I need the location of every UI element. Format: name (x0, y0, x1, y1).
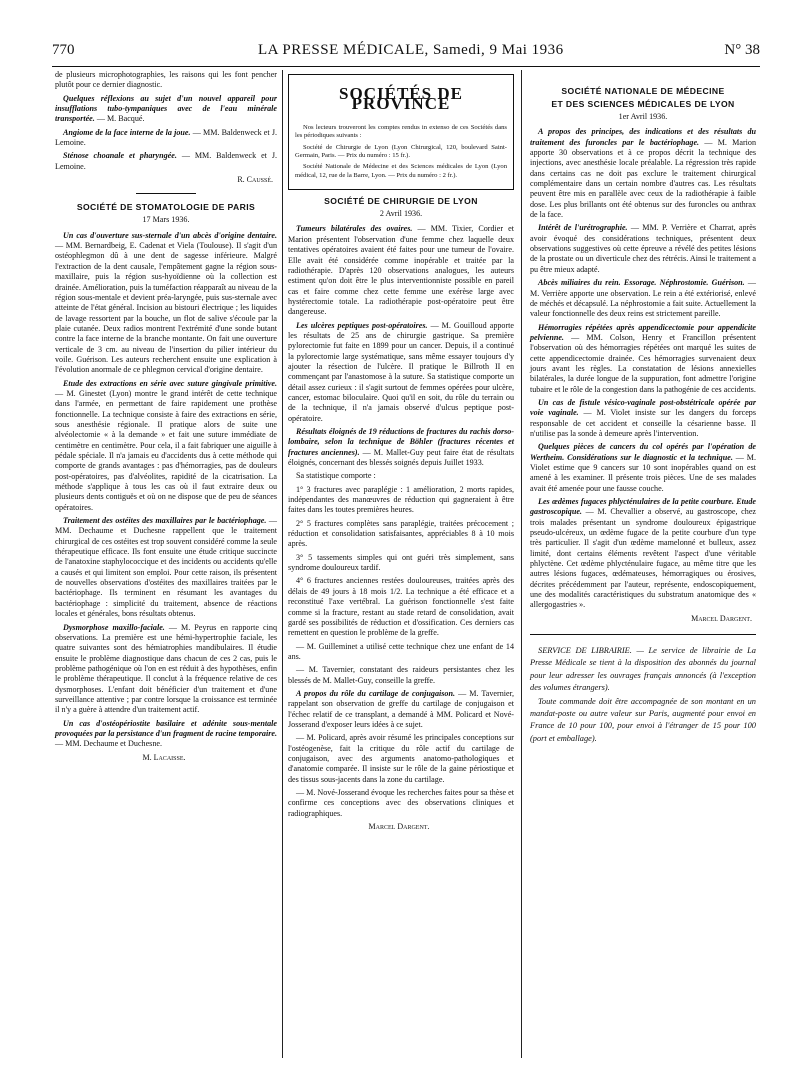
article-body: — M. Gouilloud apporte les résultats de 25 ans de chirurgie gastrique. Sa première pylorectomie fut faite en 1899 pour un cancer. Depuis, il a continué la pylorectomie large systématique, sans même essayer toujours d'y ajouter la résection de l'ulcère. Il pratique le Billroth II en commençant par l'anastomose à la suture. Sa statistique comporte un détail assez curieux : il s'agit surtout de femmes opérées pour ulcère, cancer, estomac biloculaire. Quoi qu'il en soit, du rôle du terrain ou de la technique, il n'a jamais observé d'ulcus peptique post-opératoire. (288, 320, 514, 423)
separator (530, 634, 756, 635)
article (530, 323, 756, 395)
article-body: — M. Marion apporte 30 observations et à ce propos décrit la technique des injections, avec anesthésie locale préalable. La régression très rapide dans certains cas ne doit pas exclure le traitement chirurgical complémentaire dans un certain nombre d'autres cas. Les résultats peuvent être mis en parallèle avec ceux de la radiothérapie à faible dose. Les plus brillants ont été obtenus sur des furoncles ou anthrax de la face. (530, 137, 757, 220)
article-body: — M. Violet insiste sur les dangers du forceps responsable de cet accident et conseille la césarienne basse. Il n'utilise pas la sonde à demeure après l'intervention. (530, 408, 756, 438)
article-title: Sténose choanale et pharyngée. (63, 151, 177, 161)
paragraph: — M. Nové-Josserand évoque les recherches faites pour sa thèse et confirme ces conceptions avec des observations cliniques et radiographiques. (288, 788, 514, 818)
article-title: Tumeurs bilatérales des ovaires. (296, 224, 413, 234)
session-date: 1er Avril 1936. (618, 112, 668, 121)
article (530, 223, 756, 275)
box-item: Société Nationale de Médecine et des Sciences médicales de Lyon (Lyon médical, 12, rue de la Barre, Lyon. — Prix du numéro : 2 fr.). (295, 163, 507, 179)
box-intro: Nos lecteurs trouveront les comptes rendus in extenso de ces Sociétés dans les périodiques suivants : (295, 123, 507, 140)
article (55, 128, 277, 149)
article (55, 719, 277, 750)
article-title: Etude des extractions en série avec suture gingivale primitive. (63, 378, 277, 388)
box-item: Société de Chirurgie de Lyon (Lyon Chirurgical, 120, boulevard Saint-Germain, Paris. — Prix du numéro : 15 fr.). (295, 143, 507, 159)
article (530, 497, 756, 611)
signature: M. Lacaisse. (142, 752, 186, 762)
article-title: Quelques pièces de cancers du col opérés par l'opération de Wertheim. Considérations sur le diagnostic et la technique. (530, 442, 756, 462)
article-title: Résultats éloignés de 19 réductions de fractures du rachis dorso-lombaire, selon la technique de Böhler (fractures récentes et fractures anciennes). (288, 427, 514, 457)
article-title: A propos des principes, des indications et des résultats du traitement des furoncles par le bactériophage. (530, 127, 756, 147)
article (288, 427, 514, 468)
article-title: Un cas de fistule vésico-vaginale post-obstétricale opérée par voie vaginale. (530, 397, 756, 418)
header-rule (52, 66, 760, 67)
column-middle (288, 70, 514, 832)
article-body: — M. Violet estime que 9 cancers sur 10 sont inopérables quand on est amené à les examiner. Il présente trois pièces. Une de ses malades avait été amenée pour une fausse couche. (530, 452, 756, 493)
article-title: Abcès miliaires du rein. Essorage. Néphrostomie. Guérison. (538, 278, 745, 288)
article-body: — M. Chevallier a observé, au gastroscope, chez trois malades présentant un syndrome douloureux épigastrique pseudo-ulcéreux, un œdème fugace de la petite courbure d'un type très particulier. Il s'agit d'un œdème mamelonné et bulleux, assez limité, dont certains éléments revêtent l'aspect d'une véritable phlyctène. Cet œdème phlycténulaire fugace, au même titre que les autres lésions fugaces, œdémateuses, hémorragiques ou érosives, décrites précédemment par l'auteur, représente, endoscopiquement, une des modalités caractéristiques du substratum anatomique des « allergogastries ». (530, 507, 757, 610)
list-item: 3° 5 tassements simples qui ont guéri très simplement, sans syndrome douloureux tardif. (288, 552, 514, 573)
article-authors: — MM. Baldenweck et J. Lemoine. (55, 127, 278, 148)
article (288, 689, 514, 730)
paragraph: — M. Policard, après avoir résumé les principales conceptions sur l'ostéogenèse, fait la critique du rôle actif du cartilage de conjugaison, avec des arguments anatomo-pathologiques et d'anatomie comparée. Il insiste sur le rôle de la gaine périostique et des tissus sous-jacents dans la zone du cartilage. (288, 733, 514, 784)
article (288, 224, 514, 317)
article (55, 94, 277, 125)
article-title: Les œdèmes fugaces phlycténulaires de la petite courbure. Etude gastroscopique. (530, 497, 756, 517)
page-number: 770 (52, 42, 75, 58)
article-body: — MM. Colson, Henry et Francillon présentent l'observation où des hémorragies répétées ont marqué les suites de cette appendicectomie drainée. Ces hémorragies survenaient deux jours avant les règles. La constatation de lésions annexielles bilatérales, la durée longue de la suppuration, font admettre l'origine tubaire et le rôle de la congestion dans la pathogénie de ces accidents. (530, 332, 756, 394)
article-body: — MM. Dechaume et Duchesne rappellent que le traitement chirurgical de ces ostéites est trop souvent considéré comme la seule thérapeutique efficace. Ils font ensuite une étude critique succincte de l'anatoxine staphylococcique et des incidents ou accidents qu'elle a causés et qui limitent son emploi. Pour cette raison, ils présentent de nouvelles observations d'ostéites des maxillaires traitées par le bactériophage. Ils terminent en résumant les avantages du bactériophage : simplicité du traitement, absence de réactions locales et générales, bons résultats obtenus. (55, 516, 277, 619)
article-title: Intérêt de l'urétrographie. (538, 223, 628, 233)
section-title: SOCIÉTÉ DE STOMATOLOGIE DE PARIS (76, 202, 256, 213)
province-box (288, 74, 514, 190)
session-date: 17 Mars 1936. (142, 215, 190, 225)
list-item: 1° 3 fractures avec paraplégie : 1 amélioration, 2 morts rapides, indépendantes des manœuvres de réduction qui gagneraient à être faites dans les toutes premières heures. (288, 484, 514, 515)
article-title: Hémorragies répétées après appendicectomie pour appendicite pelvienne. (530, 322, 756, 342)
paragraph: — M. Guilleminet a utilisé cette technique chez une enfant de 14 ans. (288, 641, 514, 661)
article (530, 278, 756, 319)
article-title: Dysmorphose maxillo-faciale. (63, 622, 165, 632)
article (55, 231, 277, 376)
article-title: Un cas d'ostéopériostite basilaire et adénite sous-mentale provoquées par la persistance d'un fragment de racine temporaire. (55, 718, 277, 738)
article-body: — M. Peyrus en rapporte cinq observations. La première est une hémi-hypertrophie faciale, les quatre suivantes sont des hémiatrophies mandibulaires. Il étudie ensuite le problème diagnostique dans chacun de ces 2 cas, puis le problème pathogénique où l'on en est réduit à des hypothèses, enfin le problème thérapeutique. Il conclut à la fréquence relative de ces dysmorphoses. L'enfant doit bénéficier d'un traitement et d'une surveillance attentive ; par contre lorsque la croissance est terminée il n'y a guère à attendre d'un traitement actif. (55, 622, 277, 715)
article-body: — MM. Bernardbeig, E. Cadenat et Viela (Toulouse). Il s'agit d'un ostéophlegmon dû à une dent de sagesse inférieure. Malgré l'extraction de la dent causale, l'empâtement gagne la région sous-maxillaire, puis la région sus-hyoïdienne où la collection est drainée. Amélioration, puis la tuméfaction réapparaît au niveau de la région sous-mentale et devient préa-laryngée, puis sus-sternale avec atteinte de l'état général. Incision au bistouri électrique ; les liquides de lavage ressortent par la bouche, un flot de salive s'écoule par la plaie cutanée. Deux radios montrent l'extrémité d'une sonde butant contre la face interne de la branche montante. On fait une ouverture verticale de 3 cm. au niveau de l'insertion du pilier intérieur du voile. Guérison. Les auteurs recherchent ensuite une explication à l'évolution anormale de ce phlegmon cervical d'origine dentaire. (55, 241, 277, 375)
column-left (55, 70, 277, 763)
article-authors: — M. Bacqué. (96, 114, 145, 124)
library-notice-text: SERVICE DE LIBRAIRIE. — Le service de librairie de La Presse Médicale se tient à la disposition des abonnés du journal pour leur adresser les ouvrages français annoncés (à l'exception des volumes étrangers). (530, 646, 756, 692)
article (530, 127, 756, 220)
article-title: Traitement des ostéites des maxillaires par le bactériophage. (63, 516, 267, 526)
paragraph: Sa statistique comporte : (296, 471, 376, 481)
article (55, 623, 277, 716)
paragraph: de plusieurs microphotographies, les raisons qui les font pencher plutôt pour ce dernier diagnostic. (55, 70, 277, 90)
article (530, 398, 756, 439)
issue-number: N° 38 (724, 42, 760, 58)
article-title: Quelques réflexions au sujet d'un nouvel appareil pour insufflations tubo-tympaniques avec de l'eau minérale transportée. (55, 93, 277, 124)
list-item: 4° 6 fractures anciennes restées douloureuses, traitées après des délais de 49 jours à 18 mois 1/2. La technique a été efficace et a reconstitué l'axe vertébral. La guérison fonctionnelle s'est faite comme si la fracture, restant au stade retard de consolidation, avait gardé ses possibilités de réduction et d'ossification. Ces derniers cas remettent en question le problème de la greffe. (288, 576, 514, 638)
article (55, 516, 277, 619)
signature: R. Caussé. (237, 175, 273, 185)
article-authors: — MM. Baldenweck et J. Lemoine. (55, 151, 277, 171)
article-title: A propos du rôle du cartilage de conjugaison. (296, 688, 455, 698)
article-title: Angiome de la face interne de la joue. (63, 127, 191, 137)
journal-title: LA PRESSE MÉDICALE, Samedi, 9 Mai 1936 (258, 42, 564, 58)
separator (136, 193, 196, 194)
article (288, 321, 514, 424)
article-body: — MM. Tixier, Cordier et Marion présentent l'observation d'une femme chez laquelle deux tentatives opératoires avaient été faites pour une tumeur de l'ovaire. Elle avait été considérée comme inopérable et traitée par la radiothérapie. D'après 120 observations analogues, les auteurs estiment qu'on doit être le plus interventionniste possible en pareil cas et faire comme chez cette femme une exérèse large avec hystérectomie totale. La radiothérapie post-opératoire peut être dangereuse. (288, 224, 515, 317)
list-item: 2° 5 fractures complètes sans paraplégie, traitées précocement ; réduction et consolidation satisfaisantes, appréciables 8 à 10 mois après. (288, 518, 514, 549)
article-body: — M. Ginestet (Lyon) montre le grand intérêt de cette technique dans l'armée, en permettant de faire rapidement une prothèse fonctionnelle. La technique consiste à faire des extractions en série, sous anesthésie régionale. Il pratique alors de suite une alvéolectomie « à la demande » et fait une suture immédiate de centimètre en centimètre. Pour cela, il a fait fabriquer une aiguille à pédale spéciale. Il n'a jamais eu d'accidents dus à cette méthode qui comporte de grands avantages : pas d'hémorragies, pas de douleurs post-opératoires, pas d'alvéolites, rapidité de la cicatrisation. La méthode s'applique à tous les cas où il faut extraire deux ou plusieurs dents contiguës et où on ne dispose que de peu de séances opératoires. (55, 388, 277, 512)
signature: Marcel Dargent. (368, 822, 430, 832)
column-divider (282, 70, 283, 1058)
section-title: SOCIÉTÉ NATIONALE DE MÉDECINE (561, 86, 725, 96)
article-body: — MM. P. Verrière et Charrat, après avoir évoqué des considérations techniques, présentent deux observations suggestives où cette épreuve a révélé des petites lésions de la prostate ou un diverticule chez des rétrécis. Ainsi le traitement a pu être mieux adapté. (530, 223, 756, 274)
signature: Marcel Dargent. (691, 613, 752, 623)
column-divider (521, 70, 522, 1058)
article (55, 151, 277, 172)
library-notice-text: Toute commande doit être accompagnée de son montant en un mandat-poste ou autre valeur sur Paris, augmenté pour envoi en France de 10 pour 100, pour envoi à l'étranger de 15 pour 100 (port et emballage). (530, 696, 756, 743)
section-title: SOCIÉTÉ DE CHIRURGIE DE LYON (324, 196, 478, 207)
page-header (52, 42, 760, 64)
session-date: 2 Avril 1936. (379, 209, 423, 219)
library-notice (530, 645, 756, 745)
box-title: SOCIÉTÉS DE PROVINCE (339, 84, 463, 114)
article (530, 442, 756, 494)
article (55, 379, 277, 513)
article-title: Les ulcères peptiques post-opératoires. (296, 320, 428, 330)
article-body: — M. Verrière apporte une observation. Le rein a été extériorisé, enlevé de méchés et décapsulé. La néphrostomie a fait suite. Actuellement la valeur fonctionnelle des deux reins est strictement pareille. (530, 278, 756, 319)
article-body: — M. Mallet-Guy peut faire état de résultats éloignés, concernant des blessés soignés depuis Juillet 1933. (288, 447, 514, 468)
article-title: Un cas d'ouverture sus-sternale d'un abcès d'origine dentaire. (63, 230, 277, 240)
paragraph: — M. Tavernier, constatant des raideurs persistantes chez les blessés de M. Mallet-Guy, conseille la greffe. (288, 665, 514, 685)
section-title-line2: ET DES SCIENCES MÉDICALES DE LYON (551, 99, 735, 109)
article-authors: — MM. Dechaume et Duchesne. (55, 739, 162, 749)
column-right (530, 70, 756, 747)
article-body: — M. Tavernier, rappelant son observation de greffe du cartilage de conjugaison et l'échec relatif de ce transplant, a demandé à MM. Policard et Nové-Josserand d'exposer leurs idées à ce sujet. (288, 688, 514, 729)
